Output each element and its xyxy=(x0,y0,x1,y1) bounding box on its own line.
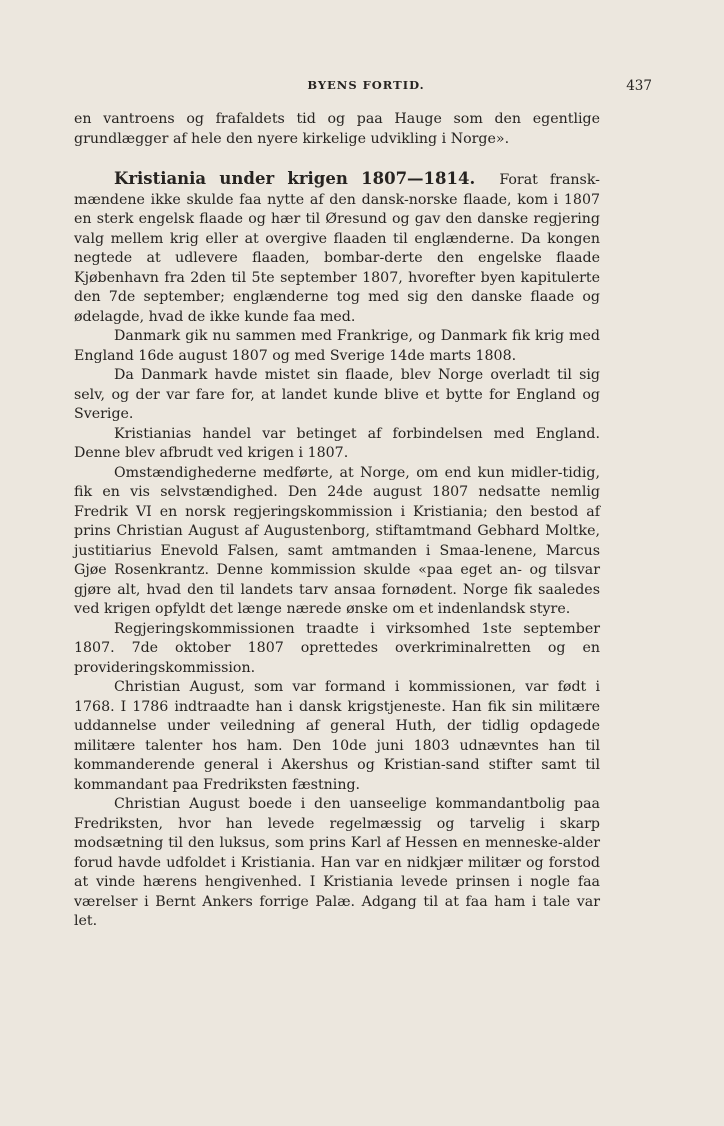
paragraph-text: Forat fransk-mændene ikke skulde faa nytte af den dansk-norske flaade, kom i 1807 en sterk engelsk flaade og hær til Øresund og gav den danske regjering valg mellem krig eller at overgive flaaden til englænderne. Da kongen negtede at udlevere flaaden, bombar-derte den engelske flaade Kjøbenhavn fra 2den til 5te september 1807, hvorefter byen kapitulerte den 7de september; englænderne tog med sig den danske flaade og ødelagde, hvad de ikke kunde faa med. xyxy=(74,172,600,325)
paragraph: Da Danmark havde mistet sin flaade, blev Norge overladt til sig selv, og der var fare for, at landet kunde blive et bytte for England og Sverige. xyxy=(74,367,600,422)
running-title: BYENS FORTID. xyxy=(307,78,425,92)
paragraph: Christian August boede i den uanseelige kommandantbolig paa Fredriksten, hvor han levede regelmæssig og tarvelig i skarp modsætning til den luksus, som prins Karl af Hessen en menneske-alder forud havde udfoldet i Kristiania. Han var en nidkjær militær og forstod at vinde hærens hengivenhed. I Kristiania levede prinsen i nogle faa værelser i Bernt Ankers forrige Palæ. Adgang til at faa ham i tale var let. xyxy=(74,796,600,929)
page-number: 437 xyxy=(626,78,652,94)
page-body xyxy=(74,110,600,932)
paragraph-continuation: en vantroens og frafaldets tid og paa Hauge som den egentlige grundlægger af hele den nyere kirkelige udvikling i Norge». xyxy=(74,111,600,147)
section-heading: Kristiania under krigen 1807—1814. xyxy=(114,169,476,188)
paragraph: Christian August, som var formand i kommissionen, var født i 1768. I 1786 indtraadte han i dansk krigstjeneste. Han fik sin militære uddannelse under veiledning af general Huth, der tidlig opdagede militære talenter hos ham. Den 10de juni 1803 udnævntes han til kommanderende general i Akershus og Kristian-sand stifter samt til kommandant paa Fredriksten fæstning. xyxy=(74,679,600,793)
page-header xyxy=(80,78,652,98)
paragraph: Regjeringskommissionen traadte i virksomhed 1ste september 1807. 7de oktober 1807 oprettedes overkriminalretten og en provideringskommission. xyxy=(74,620,600,676)
paragraph: Omstændighederne medførte, at Norge, om end kun midler-tidig, fik en vis selvstændighed. Den 24de august 1807 nedsatte nemlig Fredrik VI en norsk regjeringskommission i Kristiania; den bestod af prins Christian August af Augustenborg, stiftamtmand Gebhard Moltke, justitiarius Enevold Falsen, samt amtmanden i Smaa-lenene, Marcus Gjøe Rosenkrantz. Denne kommission skulde «paa eget an- og tilsvar gjøre alt, hvad den til landets tarv ansaa fornødent. Norge fik saaledes ved krigen opfyldt det længe nærede ønske om et indenlandsk styre. xyxy=(74,464,600,617)
paragraph: Danmark gik nu sammen med Frankrige, og Danmark fik krig med England 16de august 1807 og med Sverige 14de marts 1808. xyxy=(74,328,600,364)
paragraph-section-start xyxy=(74,169,600,327)
paragraph: Kristianias handel var betinget af forbindelsen med England. Denne blev afbrudt ved krigen i 1807. xyxy=(74,425,600,461)
